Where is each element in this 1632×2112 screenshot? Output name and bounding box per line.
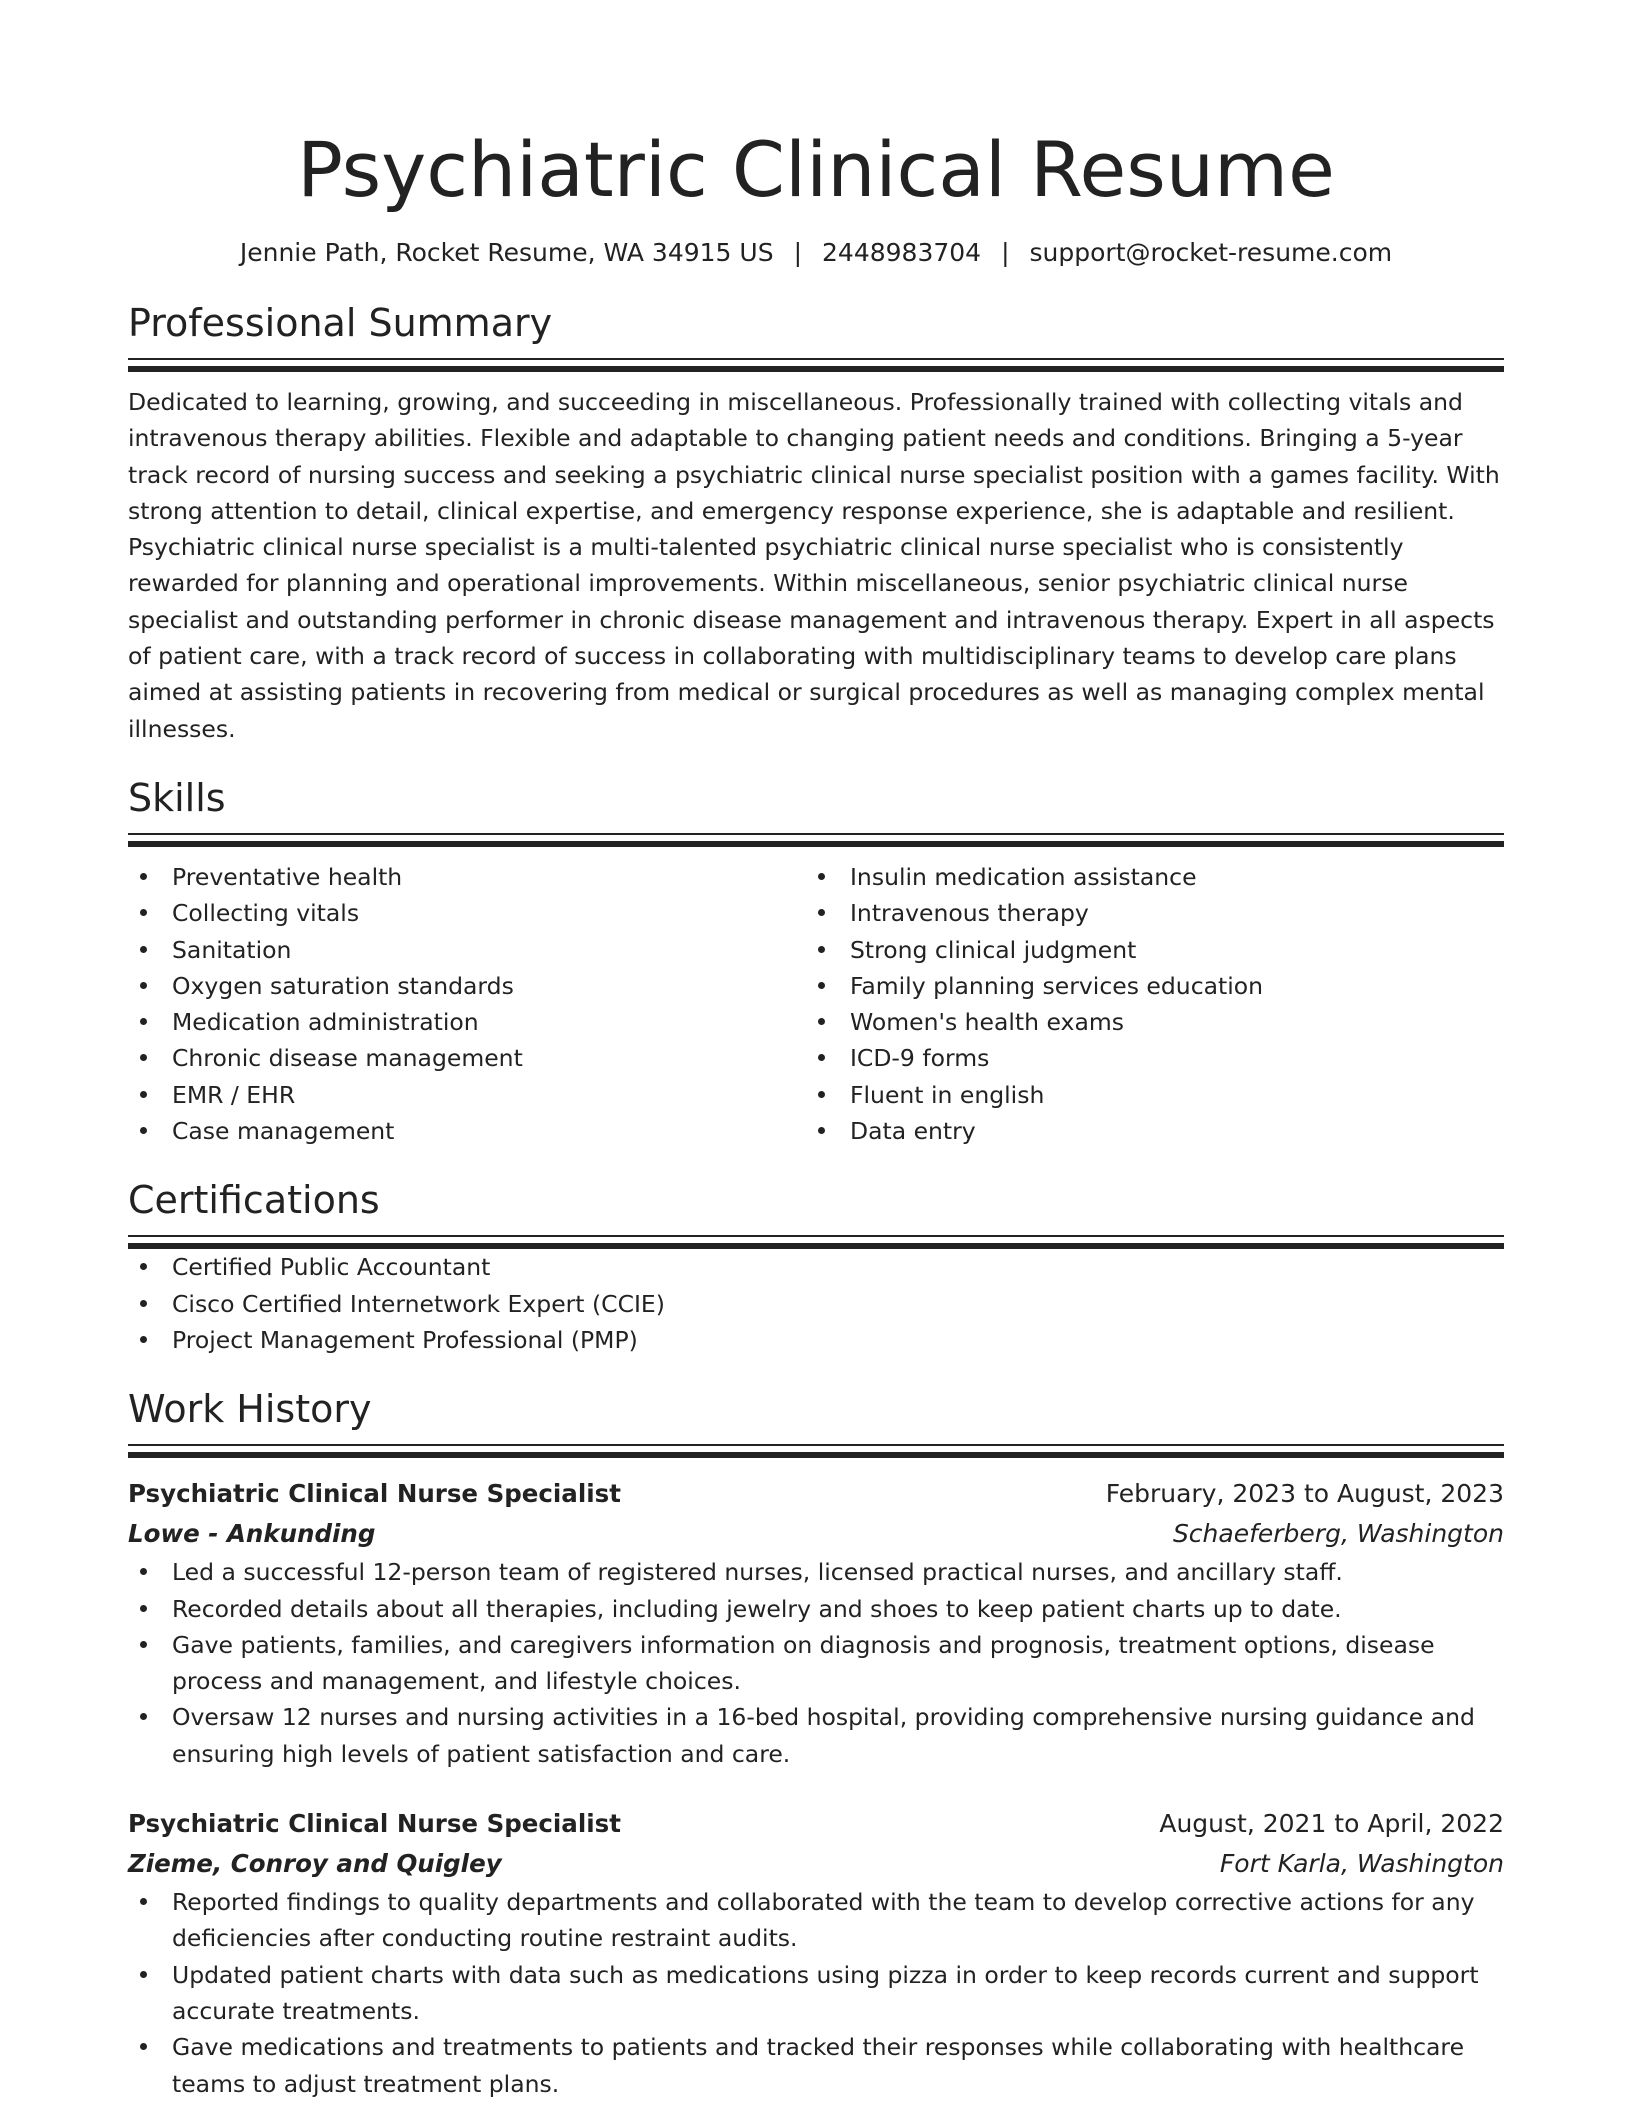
duty-item	[128, 2029, 1504, 2102]
work-history-section	[128, 1384, 1504, 2102]
skill-label: Fluent in english	[850, 1080, 1045, 1109]
certification-label: Certified Public Accountant	[172, 1253, 491, 1282]
certifications-list	[128, 1249, 1504, 1358]
bullet-icon	[140, 1605, 147, 1612]
section-divider	[128, 833, 1504, 847]
skill-item	[806, 1004, 1484, 1040]
skill-label: Chronic disease management	[172, 1044, 523, 1073]
certifications-heading: Certifications	[128, 1178, 380, 1223]
skill-label: Data entry	[850, 1117, 976, 1146]
duty-item	[128, 1554, 1504, 1590]
skill-item	[806, 1113, 1484, 1149]
skill-item	[128, 1077, 806, 1113]
skill-item	[806, 932, 1484, 968]
skill-item	[128, 859, 806, 895]
section-divider	[128, 1444, 1504, 1458]
skills-section	[128, 773, 1504, 1149]
job-company: Zieme, Conroy and Quigley	[128, 1849, 502, 1879]
bullet-icon	[818, 982, 825, 989]
bullet-icon	[140, 1713, 147, 1720]
duty-text: Led a successful 12-person team of registered nurses, licensed practical nurses, and ancillary staff.	[172, 1558, 1343, 1587]
duty-item	[128, 1627, 1504, 1700]
skill-item	[806, 895, 1484, 931]
skill-item	[128, 895, 806, 931]
bullet-icon	[818, 1127, 825, 1134]
bullet-icon	[140, 1568, 147, 1575]
skill-item	[806, 859, 1484, 895]
skill-label: Sanitation	[172, 935, 292, 964]
job-header-row	[128, 1474, 1504, 1514]
skills-left-list	[128, 859, 806, 1149]
certifications-section	[128, 1175, 1504, 1358]
skill-item	[128, 1040, 806, 1076]
summary-heading: Professional Summary	[128, 301, 553, 345]
skill-label: EMR / EHR	[172, 1080, 296, 1109]
skills-heading: Skills	[128, 775, 226, 820]
bullet-icon	[140, 982, 147, 989]
bullet-icon	[140, 1127, 147, 1134]
certification-item	[128, 1286, 1504, 1322]
job-company-row	[128, 1514, 1504, 1554]
bullet-icon	[140, 1054, 147, 1061]
job-duties-list	[128, 1554, 1504, 1772]
bullet-icon	[818, 1091, 825, 1098]
duty-item	[128, 1699, 1504, 1772]
skills-right-list	[806, 859, 1484, 1149]
skill-label: Family planning services education	[850, 971, 1264, 1000]
skill-item	[128, 968, 806, 1004]
job-company-row	[128, 1844, 1504, 1884]
contact-separator: |	[1001, 238, 1010, 267]
work-history-heading: Work History	[128, 1387, 372, 1432]
job-duties-list	[128, 1884, 1504, 2102]
bullet-icon	[818, 1054, 825, 1061]
resume-page	[128, 0, 1504, 2102]
job-company: Lowe - Ankunding	[128, 1519, 376, 1549]
certification-item	[128, 1249, 1504, 1285]
job-entry	[128, 1474, 1504, 1772]
certification-label: Cisco Certified Internetwork Expert (CCIE)	[172, 1289, 665, 1318]
bullet-icon	[818, 873, 825, 880]
skill-label: Case management	[172, 1117, 395, 1146]
skills-grid	[128, 859, 1504, 1149]
contact-phone: 2448983704	[822, 238, 982, 267]
bullet-icon	[140, 1336, 147, 1343]
job-dates: August, 2021 to April, 2022	[1159, 1809, 1504, 1839]
skill-item	[806, 968, 1484, 1004]
job-location: Schaeferberg, Washington	[1172, 1519, 1504, 1549]
contact-email: support@rocket-resume.com	[1029, 238, 1393, 267]
duty-text: Recorded details about all therapies, including jewelry and shoes to keep patient charts up to date.	[172, 1594, 1342, 1623]
bullet-icon	[818, 946, 825, 953]
bullet-icon	[818, 1018, 825, 1025]
job-title: Psychiatric Clinical Nurse Specialist	[128, 1479, 621, 1509]
skill-item	[128, 932, 806, 968]
bullet-icon	[140, 946, 147, 953]
duty-text: Updated patient charts with data such as medications using pizza in order to keep records current and support accurate treatments.	[172, 1960, 1479, 2025]
certification-label: Project Management Professional (PMP)	[172, 1325, 638, 1354]
skill-label: Oxygen saturation standards	[172, 971, 514, 1000]
skill-item	[128, 1113, 806, 1149]
job-header-row	[128, 1804, 1504, 1844]
bullet-icon	[140, 1263, 147, 1270]
job-title: Psychiatric Clinical Nurse Specialist	[128, 1809, 621, 1839]
contact-separator: |	[793, 238, 803, 267]
duty-item	[128, 1957, 1504, 2030]
skill-label: Intravenous therapy	[850, 899, 1089, 928]
contact-address: Jennie Path, Rocket Resume, WA 34915 US	[239, 238, 774, 267]
summary-section	[128, 298, 1504, 747]
skill-label: ICD-9 forms	[850, 1044, 990, 1073]
duty-item	[128, 1884, 1504, 1957]
skill-label: Medication administration	[172, 1008, 479, 1037]
skill-label: Collecting vitals	[172, 899, 360, 928]
bullet-icon	[140, 1091, 147, 1098]
duty-text: Gave patients, families, and caregivers information on diagnosis and prognosis, treatment options, disease process and management, and lifestyle choices.	[172, 1630, 1435, 1696]
certification-item	[128, 1322, 1504, 1358]
bullet-icon	[140, 1018, 147, 1025]
bullet-icon	[140, 1300, 147, 1307]
section-divider	[128, 358, 1504, 372]
bullet-icon	[140, 2043, 147, 2050]
skill-label: Strong clinical judgment	[850, 935, 1137, 964]
duty-item	[128, 1591, 1504, 1627]
bullet-icon	[818, 909, 825, 916]
job-location: Fort Karla, Washington	[1219, 1849, 1504, 1879]
summary-text: Dedicated to learning, growing, and succeeding in miscellaneous. Professionally trained with collecting vitals and intravenous therapy abilities. Flexible and adaptable to changing patient needs and conditions. Bringing a 5-year track record of nursing success and seeking a psychiatric clinical nurse specialist position with a games facility. With strong attention to detail, clinical expertise, and emergency response experience, she is adaptable and resilient. Psychiatric clinical nurse specialist is a multi-talented psychiatric clinical nurse specialist who is consistently rewarded for planning and operational improvements. Within miscellaneous, senior psychiatric clinical nurse specialist and outstanding performer in chronic disease management and intravenous therapy. Expert in all aspects of patient care, with a track record of success in collaborating with multidisciplinary teams to develop care plans aimed at assisting patients in recovering from medical or surgical procedures as well as managing complex mental illnesses.	[128, 388, 1500, 743]
skill-item	[128, 1004, 806, 1040]
job-entry	[128, 1804, 1504, 2102]
contact-line	[128, 236, 1504, 270]
resume-title: Psychiatric Clinical Resume	[297, 125, 1335, 214]
bullet-icon	[140, 1641, 147, 1648]
bullet-icon	[140, 1898, 147, 1905]
skill-label: Women's health exams	[850, 1008, 1125, 1037]
duty-text: Gave medications and treatments to patients and tracked their responses while collaborating with healthcare teams to adjust treatment plans.	[172, 2033, 1465, 2098]
duty-text: Oversaw 12 nurses and nursing activities in a 16-bed hospital, providing comprehensive nursing guidance and ensuring high levels of patient satisfaction and care.	[172, 1703, 1475, 1768]
bullet-icon	[140, 909, 147, 916]
bullet-icon	[140, 1971, 147, 1978]
skill-item	[806, 1077, 1484, 1113]
skill-label: Preventative health	[172, 862, 403, 891]
section-divider	[128, 1235, 1504, 1249]
duty-text: Reported findings to quality departments and collaborated with the team to develop corrective actions for any deficiencies after conducting routine restraint audits.	[172, 1888, 1475, 1953]
job-dates: February, 2023 to August, 2023	[1105, 1479, 1504, 1509]
skill-label: Insulin medication assistance	[850, 862, 1197, 891]
bullet-icon	[140, 873, 147, 880]
skill-item	[806, 1040, 1484, 1076]
